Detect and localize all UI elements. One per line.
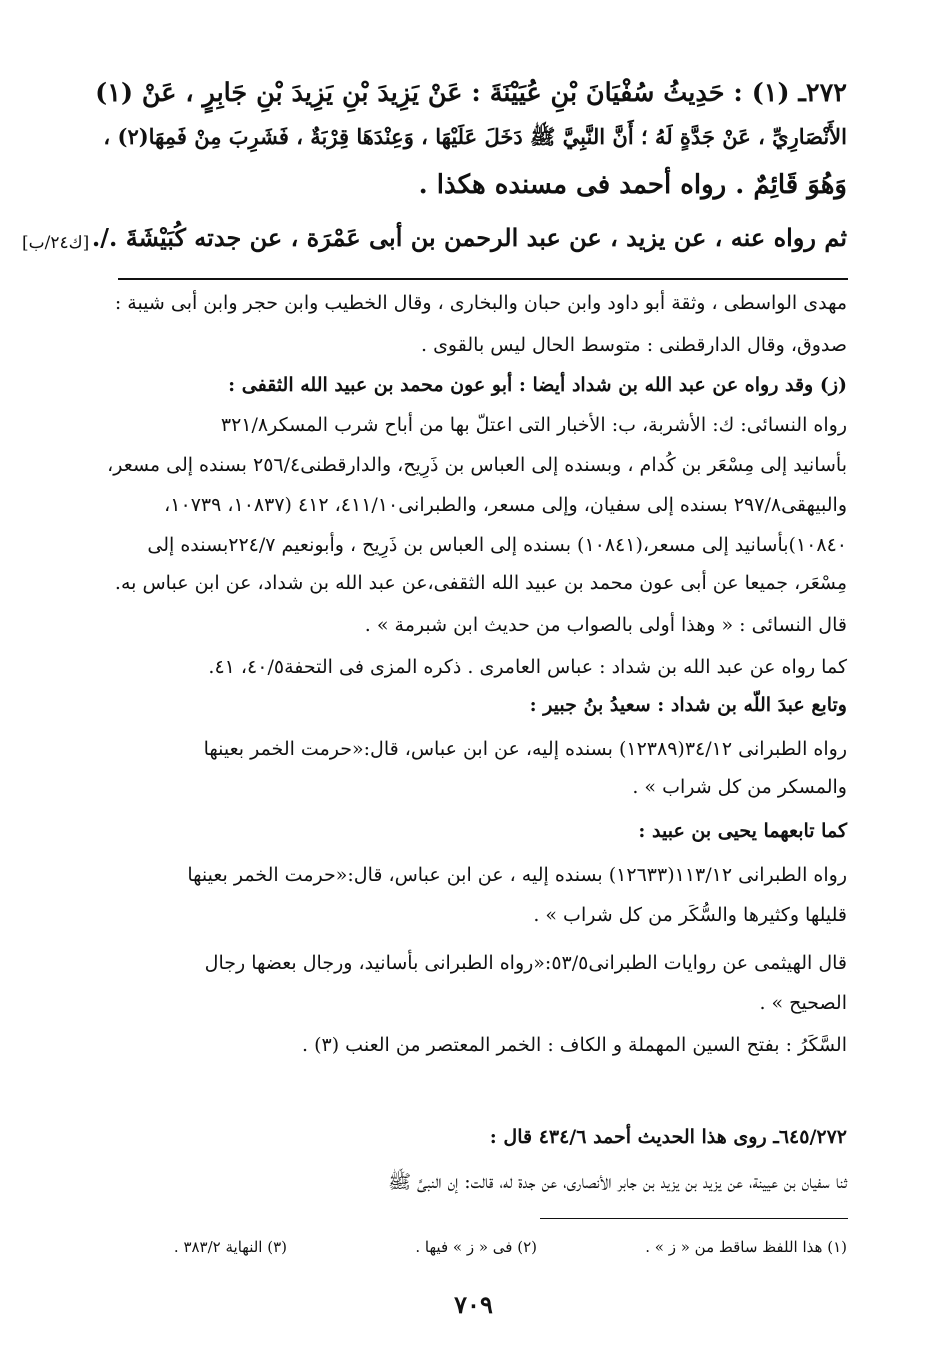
commentary-line: ٦٤٥/٢٧٢ـ روى هذا الحديث أحمد ٤٣٤/٦ قال : — [489, 1126, 847, 1148]
commentary-line: السَّكَرُ : بفتح السين المهملة و الكاف : الخمر المعتصر من العنب (٣) . — [302, 1034, 847, 1056]
commentary-line: ثنا سفيان بن عيينة، عن يزيد بن يزيد بن جابر الأنصارى، عن جدة له، قالت: إن النبىَّ ﷺ — [388, 1171, 847, 1193]
commentary-line: بأسانيد إلى مِسْعَر بن كُدام ، وبسنده إلى العباس بن ذَرِيح، والدارقطنى٢٥٦/٤ بسنده إلى مسعر، — [107, 454, 847, 476]
footnote-rule — [540, 1218, 848, 1219]
main-text-line-3: وَهُوَ قَائِمٌ . رواه أحمد فى مسنده هكذا . — [418, 170, 847, 200]
commentary-line: كما رواه عن عبد الله بن شداد : عباس العامرى . ذكره المزى فى التحفة٤٠/٥، ٤١. — [208, 656, 847, 678]
separator-rule — [118, 278, 848, 280]
main-text-line-2: الأَنْصَارِيِّ ، عَنْ جَدَّةٍ لَهُ ؛ أَنَّ النَّبِيَّ ﷺ دَخَلَ عَلَيْهَا ، وَعِنْدَهَا قِرْبَةٌ ، فَشَرِبَ مِنْ فَمِهَا(٢) ، — [103, 124, 847, 149]
commentary-line: مِسْعَر، جميعا عن أبى عون محمد بن عبيد الله الثقفى،عن عبد الله بن شداد، عن ابن عباس به. — [114, 572, 847, 594]
page-number: ٧٠٩ — [454, 1290, 493, 1319]
commentary-line: قال النسائى : « وهذا أولى بالصواب من حديث ابن شبرمة » . — [364, 614, 847, 636]
commentary-line: قليلها وكثيرها والسُّكَر من كل شراب » . — [533, 904, 847, 926]
footnote-2: (٢) فى « ز » فيها . — [415, 1238, 537, 1256]
commentary-line: والمسكر من كل شراب » . — [632, 776, 847, 798]
commentary-line: والبيهقى٢٩٧/٨ بسنده إلى سفيان، وإلى مسعر، والطبرانى٤١١/١٠، ٤١٢ (١٠٨٣٧، ١٠٧٣٩، — [164, 494, 847, 516]
footnote-3: (٣) النهاية ٣٨٣/٢ . — [173, 1238, 287, 1256]
footnote-1: (١) هذا اللفظ ساقط من « ز » . — [645, 1238, 847, 1256]
commentary-line: رواه النسائى: ك: الأشربة، ب: الأخبار التى اعتلّ بها من أباح شرب المسكر٣٢١/٨ — [220, 414, 847, 436]
commentary-line: صدوق، وقال الدارقطنى : متوسط الحال ليس بالقوى . — [420, 334, 847, 356]
commentary-line: كما تابعهما يحيى بن عبيد : — [638, 820, 847, 842]
main-text-line-1: ٢٧٢ـ (١) : حَدِيثُ سُفْيَانَ بْنِ عُيَيْنَةَ : عَنْ يَزِيدَ بْنِ يَزِيدَ بْنِ جَابِرٍ ، عَنْ (١) — [95, 78, 847, 108]
main-text-line-4: ثم رواه عنه ، عن يزيد ، عن عبد الرحمن بن أبى عَمْرَة ، عن جدته كُبَيْشَةَ ./. — [91, 223, 847, 252]
commentary-line: رواه الطبرانى ١١٣/١٢(١٢٦٣٣) بسنده إليه ، عن ابن عباس، قال:«حرمت الخمر بعينها — [187, 864, 847, 886]
commentary-line: قال الهيثمى عن روايات الطبرانى٥٣/٥:«رواه الطبرانى بأسانيد، ورجال بعضها رجال — [204, 952, 847, 974]
commentary-line: (ز) وقد رواه عن عبد الله بن شداد أيضا : أبو عون محمد بن عبيد الله الثقفى : — [228, 374, 847, 396]
marginal-manuscript-ref: [ك٢٤/ب] — [22, 233, 90, 253]
commentary-line: ١٠٨٤٠)بأسانيد إلى مسعر،(١٠٨٤١) بسنده إلى العباس بن ذَرِيح ، وأبونعيم ٢٢٤/٧بسنده إلى — [147, 534, 847, 556]
commentary-line: مهدى الواسطى ، وثقة أبو داود وابن حبان والبخارى ، وقال الخطيب وابن حجر وابن أبى شيبة : — [114, 292, 847, 314]
commentary-line: وتابع عبدَ اللّه بن شداد : سعيدُ بنُ جبير : — [529, 694, 847, 716]
commentary-line: رواه الطبرانى ٣٤/١٢(١٢٣٨٩) بسنده إليه، عن ابن عباس، قال:«حرمت الخمر بعينها — [203, 738, 847, 760]
commentary-line: الصحيح » . — [759, 992, 847, 1014]
